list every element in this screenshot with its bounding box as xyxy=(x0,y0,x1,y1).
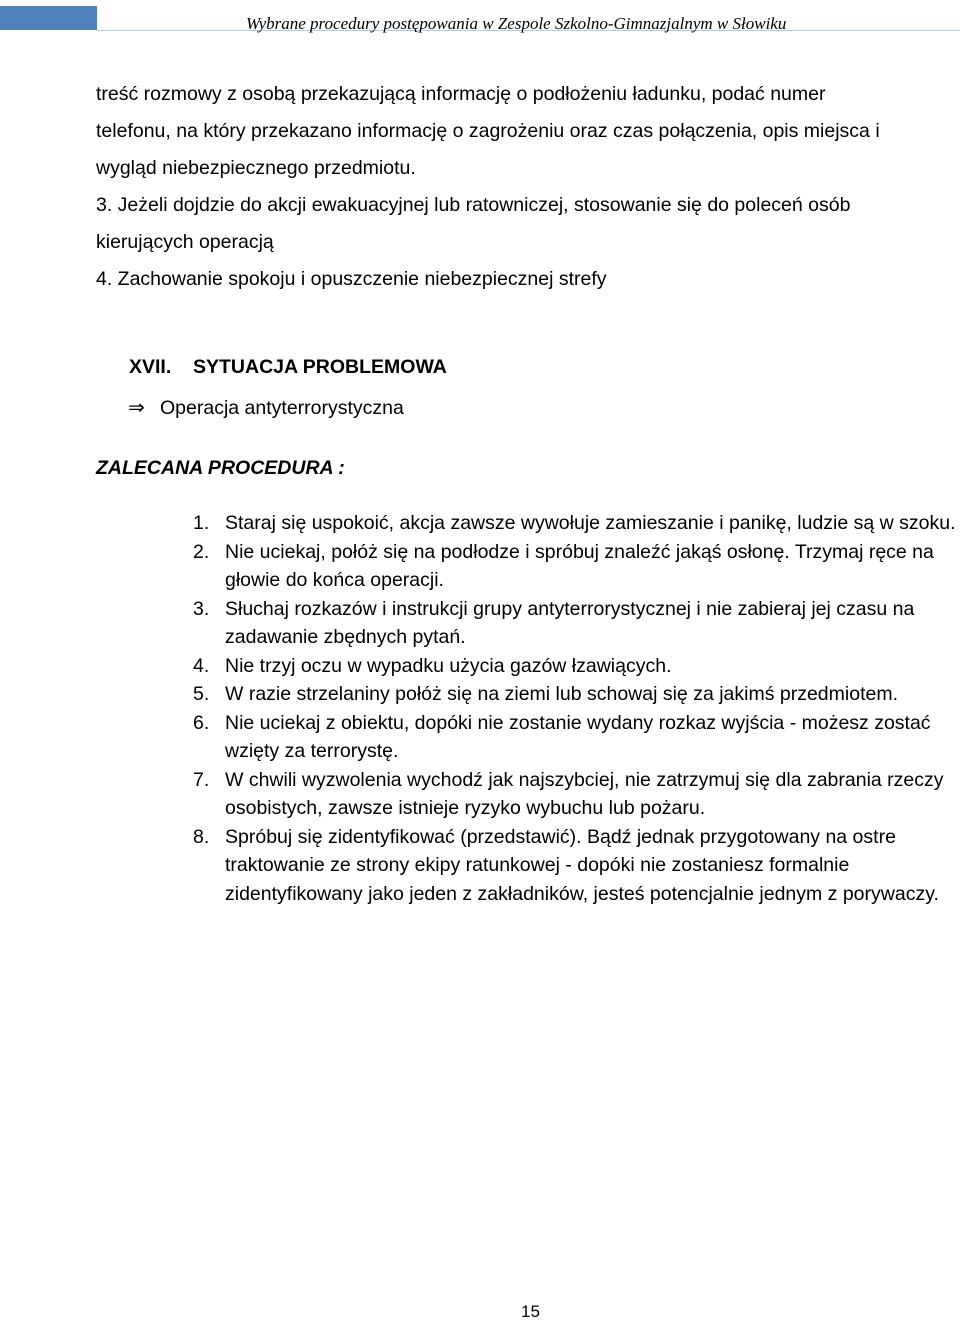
header-accent-bar xyxy=(0,6,97,30)
list-item xyxy=(193,766,960,823)
list-item xyxy=(193,509,960,538)
list-item xyxy=(193,709,960,766)
intro-line-1: treść rozmowy z osobą przekazującą informację o podłożeniu ładunku, podać numer xyxy=(96,83,826,105)
list-item-text: Nie trzyj oczu w wypadku użycia gazów łzawiących. xyxy=(225,654,672,677)
list-item-number: 8. xyxy=(193,825,210,848)
page-number: 15 xyxy=(521,1302,540,1321)
section-subtitle-row xyxy=(128,395,404,420)
intro-line-4: 3. Jeżeli dojdzie do akcji ewakuacyjnej lub ratowniczej, stosowanie się do poleceń osób xyxy=(96,194,851,216)
list-item-text: Słuchaj rozkazów i instrukcji grupy antyterrorystycznej i nie zabieraj jej czasu na zadawanie zbędnych pytań. xyxy=(225,597,915,648)
list-item-text: Nie uciekaj, połóż się na podłodze i spróbuj znaleźć jakąś osłonę. Trzymaj ręce na głowie do końca operacji. xyxy=(225,540,934,591)
list-item-number: 4. xyxy=(193,654,210,677)
list-item-number: 5. xyxy=(193,683,210,705)
double-arrow-icon: ⇒ xyxy=(128,395,145,419)
list-item xyxy=(193,595,960,652)
list-item-number: 7. xyxy=(193,768,210,791)
list-item xyxy=(193,823,960,909)
list-item xyxy=(193,652,960,681)
list-item-text: W chwili wyzwolenia wychodź jak najszybciej, nie zatrzymuj się dla zabrania rzeczy osobistych, zawsze istnieje ryzyko wybuchu lub pożaru. xyxy=(225,768,944,819)
section-heading xyxy=(129,356,447,379)
intro-line-3: wygląd niebezpiecznego przedmiotu. xyxy=(96,157,416,179)
intro-line-5: kierujących operacją xyxy=(96,231,274,253)
list-item-text: Staraj się uspokoić, akcja zawsze wywołuje zamieszanie i panikę, ludzie są w szoku. xyxy=(225,512,956,534)
procedure-list xyxy=(193,509,960,908)
section-number: XVII. xyxy=(129,356,172,378)
list-item xyxy=(193,680,960,709)
header-title: Wybrane procedury postępowania w Zespole Szkolno-Gimnazjalnym w Słowiku xyxy=(246,14,787,33)
section-subtitle: Operacja antyterrorystyczna xyxy=(160,397,404,419)
list-item xyxy=(193,538,960,595)
list-item-text: W razie strzelaniny połóż się na ziemi lub schowaj się za jakimś przedmiotem. xyxy=(225,683,898,705)
list-item-number: 1. xyxy=(193,512,210,534)
list-item-text: Nie uciekaj z obiektu, dopóki nie zostanie wydany rozkaz wyjścia - możesz zostać wzięty za terrorystę. xyxy=(225,711,931,762)
list-item-number: 3. xyxy=(193,597,210,620)
intro-line-2: telefonu, na który przekazano informację o zagrożeniu oraz czas połączenia, opis miejsca i xyxy=(96,120,880,142)
section-title: SYTUACJA PROBLEMOWA xyxy=(193,356,447,378)
procedure-heading: ZALECANA PROCEDURA : xyxy=(96,457,345,479)
list-item-number: 6. xyxy=(193,711,210,734)
list-item-text: Spróbuj się zidentyfikować (przedstawić). Bądź jednak przygotowany na ostre traktowanie ze strony ekipy ratunkowej - dopóki nie zostaniesz formalnie zidentyfikowany jako jeden z zakładników, jesteś potencjalnie jednym z porywaczy. xyxy=(225,825,939,905)
intro-line-6: 4. Zachowanie spokoju i opuszczenie niebezpiecznej strefy xyxy=(96,268,607,290)
list-item-number: 2. xyxy=(193,540,210,563)
